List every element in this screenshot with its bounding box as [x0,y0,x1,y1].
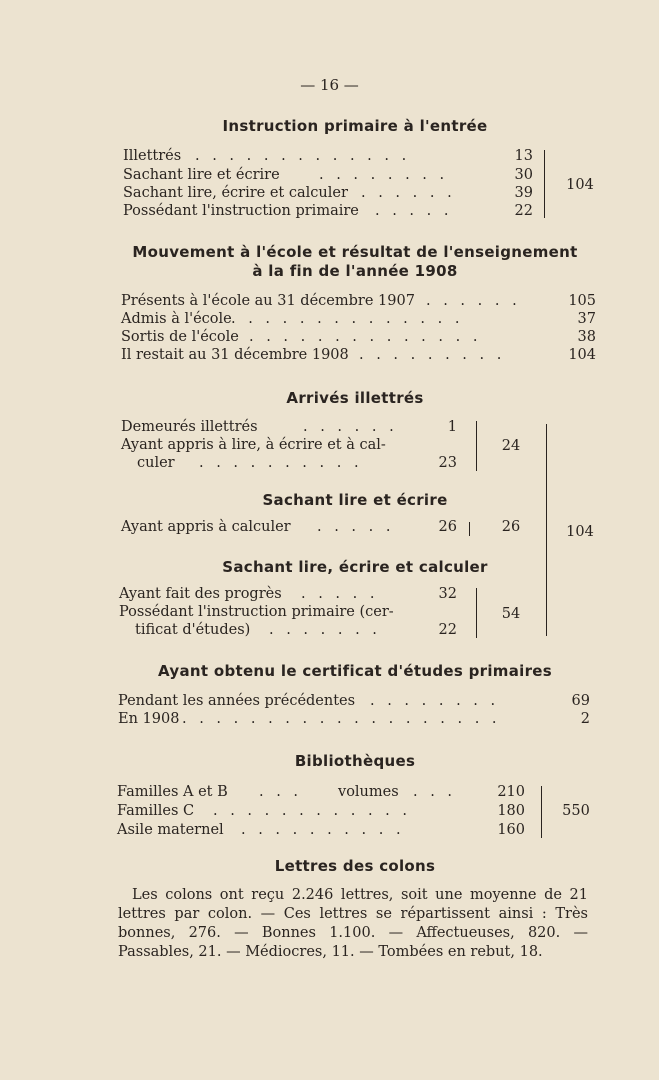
section-subtotal: 54 [501,606,521,622]
table-row [123,202,533,221]
row-value: 104 [568,347,596,363]
table-row [121,310,596,329]
lettres-paragraph [118,886,588,962]
leader-dots: . . . . . [375,203,453,219]
row-label: Ayant fait des progrès [119,586,282,602]
row-label: Familles C [117,803,195,819]
row-label: Illettrés [123,148,182,164]
row-value: 2 [580,711,590,727]
row-label: Pendant les années précédentes [118,693,356,709]
row-value: 22 [514,203,533,219]
row-value: 32 [438,586,457,602]
leader-dots: . . . . . . . . [319,167,449,183]
row-value: 37 [577,311,596,327]
leader-dots: . . . . . . . [269,622,381,638]
brace [476,588,477,638]
brace [546,424,547,636]
section-total: 104 [566,177,594,193]
table-row [121,292,596,311]
table-row [121,436,457,455]
table-row [123,184,533,203]
section-title-mouvement: Mouvement à l'école et résultat de l'enseignement [132,243,578,261]
row-label: Familles A et B [117,784,228,800]
table-row [119,585,457,604]
row-label: Possédant l'instruction primaire [123,203,359,219]
row-label: En 1908 [118,711,180,727]
table-row [123,166,533,185]
row-unit: volumes [338,784,399,800]
row-value: 30 [514,167,533,183]
section-subtotal: 26 [501,519,521,535]
section-title-bibliotheques: Bibliothèques [294,752,416,770]
table-row [118,692,590,711]
grand-total: 104 [566,524,594,540]
leader-dots: . . . . . . [303,419,398,435]
brace [469,522,470,536]
row-label: Demeurés illettrés [121,419,258,435]
section-title-lire-ecrire: Sachant lire et écrire [262,491,448,509]
row-label: Sachant lire et écrire [123,167,280,183]
leader-dots: . . . . . [301,586,379,602]
table-row [118,710,590,729]
brace [476,421,477,471]
row-label: Admis à l'école [121,311,232,327]
leader-dots: . . . . . . [426,293,521,309]
row-value: 39 [514,185,533,201]
row-label: Ayant appris à lire, à écrire et à cal- [121,437,386,453]
leader-dots: . . . . . . . . . . [199,455,363,471]
row-value: 23 [438,455,457,471]
section-total: 550 [562,803,590,819]
row-label: Sortis de l'école [121,329,239,345]
leader-dots: . . . . . . . . . . . . . . . . . . . [182,711,501,727]
leader-dots: . . . . . . . . [370,693,500,709]
table-row [121,518,457,537]
leader-dots: . . . . . . . . . . . . . [195,148,411,164]
leader-dots: . . . . . . . . . . [241,822,405,838]
section-title-arrives-illettres: Arrivés illettrés [286,389,424,407]
table-row [119,621,457,640]
table-row [121,346,596,365]
brace [541,786,542,838]
row-label: Possédant l'instruction primaire (cer- [119,604,394,620]
section-title-certificat: Ayant obtenu le certificat d'études primaires [158,662,552,680]
row-label: Ayant appris à calculer [121,519,291,535]
leader-dots: . . . . . [317,519,395,535]
table-row [121,418,457,437]
leader-dots: . . . . . . . . . [359,347,506,363]
table-row [123,147,533,166]
row-label: Sachant lire, écrire et calculer [123,185,348,201]
section-title-lire-ecrire-calculer: Sachant lire, écrire et calculer [222,558,488,576]
row-value: 38 [577,329,596,345]
table-row [121,328,596,347]
section-title-mouvement-line2: à la fin de l'année 1908 [252,262,458,280]
row-value: 69 [571,693,590,709]
table-row [117,821,525,840]
row-value: 13 [514,148,533,164]
section-subtotal: 24 [501,438,521,454]
row-value: 22 [438,622,457,638]
page-number: — 16 — [300,76,359,94]
table-row [117,783,525,802]
section-title-instruction: Instruction primaire à l'entrée [222,117,488,135]
row-value: 1 [447,419,457,435]
row-value: 210 [497,784,525,800]
row-value: 180 [497,803,525,819]
row-value: 160 [497,822,525,838]
section-title-lettres: Lettres des colons [274,857,436,875]
brace [544,150,545,218]
table-row [117,802,525,821]
paragraph-text: Les colons ont reçu 2.246 lettres, soit une moyenne de 21 lettres par colon. — Ces lettres se répartissent ainsi : Très bonnes, 276. — Bonnes 1.100. — Affectueuses, 820. — Passables, 21. — Médiocres, 11. — Tombées en rebut, 18. [118,887,588,960]
row-label: Asile maternel [117,822,224,838]
leader-dots: . . . . . . . . . . . . [213,803,412,819]
leader-dots: . . . . . . [361,185,456,201]
row-label: Présents à l'école au 31 décembre 1907 [121,293,415,309]
row-label: Il restait au 31 décembre 1908 [121,347,349,363]
table-row [121,454,457,473]
row-label: tificat d'études) [135,622,251,638]
row-value: 105 [568,293,596,309]
leader-dots: . . . [259,784,303,800]
leader-dots: . . . . . . . . . . . . . . [249,329,482,345]
table-row [119,603,457,622]
row-value: 26 [438,519,457,535]
row-label: culer [137,455,175,471]
leader-dots: . . . . . . . . . . . . . . [231,311,464,327]
leader-dots: . . . [413,784,457,800]
